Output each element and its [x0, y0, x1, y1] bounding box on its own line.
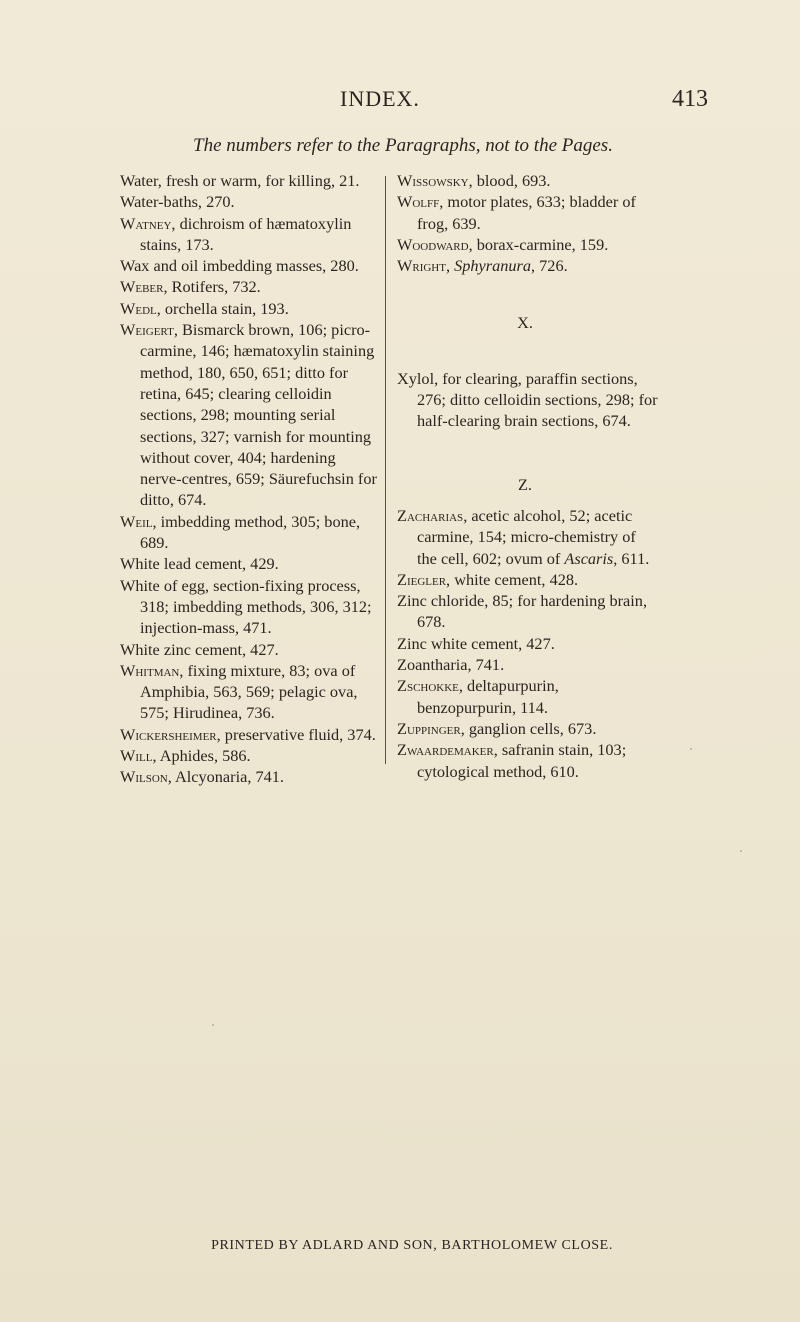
index-entry [397, 170, 659, 191]
index-entry [120, 553, 378, 574]
entry-text: , blood, 693. [468, 171, 551, 190]
entry-text: , white cement, 428. [446, 569, 579, 589]
index-entry [397, 633, 659, 654]
index-column-left [120, 170, 378, 788]
entry-text: White lead cement, 429. [120, 554, 279, 574]
running-title: INDEX. [340, 86, 420, 111]
entry-text: , borax-carmine, 159. [468, 234, 609, 254]
entry-text: , motor plates, 633; bladder of frog, 639. [417, 192, 636, 233]
index-entry [120, 745, 378, 766]
entry-text: , preservative fluid, 374. [216, 724, 376, 744]
index-entry [397, 654, 659, 675]
index-entry [120, 724, 378, 745]
page-number: 413 [672, 86, 708, 112]
z-entries [397, 505, 659, 782]
entry-text: , [445, 256, 455, 276]
entry-text: Xylol, for clearing, paraffin sections, 276; ditto celloidin sections, 298; for half-clearing brain sections, 674. [397, 368, 658, 431]
index-entry [120, 191, 378, 212]
entry-text-tail: , 611. [613, 548, 650, 568]
index-entry [120, 276, 378, 297]
index-entry [397, 739, 659, 782]
entry-text: Zinc chloride, 85; for hardening brain, 678. [397, 591, 648, 632]
section-heading-x: X. [517, 313, 533, 333]
entry-text: Zinc white cement, 427. [397, 633, 555, 653]
entry-text: Water, fresh or warm, for killing, 21. [120, 171, 360, 190]
entry-text: Water-baths, 270. [120, 192, 235, 212]
entry-author: Weber [120, 277, 164, 297]
index-entry [120, 511, 378, 554]
paper-speck [212, 1024, 214, 1026]
index-entry [120, 170, 378, 191]
entry-author: Wright [397, 256, 446, 276]
entry-text: , fixing mixture, 83; ova of Amphibia, 563, 569; pelagic ova, 575; Hirudinea, 736. [140, 660, 358, 723]
index-entry [120, 575, 378, 639]
index-entry [397, 590, 659, 633]
column-divider [385, 176, 386, 764]
index-entry [120, 298, 378, 319]
entry-author: Woodward [397, 234, 469, 254]
w-entries [397, 170, 659, 276]
entry-text: , acetic alcohol, 52; acetic carmine, 154; micro-chemistry of the cell, 602; ovum of [417, 505, 636, 568]
entry-italic-term: Ascaris [564, 548, 614, 568]
entry-text: , Bismarck brown, 106; picro-carmine, 146; hæmatoxylin staining method, 180, 650, 651; ditto for retina, 645; clearing celloidin sections, 298; mounting serial sections, 327; varnish for mounting without cover, 404; hardening nerve-centres, 659; Säurefuchsin for ditto, 674. [140, 320, 377, 510]
page-header [0, 86, 800, 116]
paper-speck [740, 850, 742, 852]
entry-author: Weigert [120, 320, 174, 340]
section-heading-z: Z. [517, 474, 532, 494]
index-entry [397, 718, 659, 739]
entry-text: , ganglion cells, 673. [460, 718, 597, 738]
index-entry [120, 319, 378, 511]
index-entry [397, 255, 659, 276]
index-entry [397, 505, 659, 569]
entry-author: Will [120, 746, 153, 766]
entry-author: Wissowsky [397, 171, 469, 190]
entry-text: , imbedding method, 305; bone, 689. [140, 511, 361, 553]
index-column-right [397, 170, 659, 782]
entry-text: , deltapurpurin, benzopurpurin, 114. [417, 676, 559, 717]
entry-text: , safranin stain, 103; cytological method, 610. [417, 740, 627, 781]
entry-author: Zacharias [397, 505, 464, 525]
index-note: The numbers refer to the Paragraphs, not to the Pages. [193, 135, 613, 156]
entry-author: Wickersheimer [120, 724, 217, 744]
entry-author: Wolff [397, 192, 440, 212]
entry-text: , orchella stain, 193. [156, 298, 289, 318]
paper-speck [690, 748, 692, 750]
entry-author: Zuppinger [397, 718, 461, 738]
index-entry [120, 213, 378, 256]
entry-text: Zoantharia, 741. [397, 655, 505, 675]
index-entry [397, 191, 659, 234]
entry-author: Zschokke [397, 676, 459, 696]
entry-author: Zwaardemaker [397, 740, 494, 760]
index-entry [120, 255, 378, 276]
entry-author: Watney [120, 213, 172, 233]
x-entries [397, 368, 659, 432]
entry-text: White zinc cement, 427. [120, 639, 279, 659]
entry-text: , Aphides, 586. [152, 746, 251, 766]
index-entry [120, 766, 378, 787]
entry-text: , Alcyonaria, 741. [167, 767, 284, 787]
entry-text: , dichroism of hæmatoxylin stains, 173. [140, 213, 352, 254]
entry-text: White of egg, section-fixing process, 318; imbedding methods, 306, 312; injection-mass, 471. [120, 575, 372, 638]
index-entry [397, 569, 659, 590]
entry-author: Whitman [120, 660, 180, 680]
index-entry [397, 675, 659, 718]
entry-text-tail: , 726. [531, 256, 568, 276]
entry-author: Wilson [120, 767, 168, 787]
entry-author: Ziegler [397, 569, 447, 589]
entry-author: Weil [120, 511, 153, 531]
index-entry [120, 660, 378, 724]
index-entry [397, 368, 659, 432]
entry-italic-term: Sphyranura [454, 256, 532, 276]
entry-author: Wedl [120, 298, 157, 318]
entry-text: , Rotifers, 732. [163, 277, 261, 297]
index-entry [120, 639, 378, 660]
index-entry [397, 234, 659, 255]
entry-text: Wax and oil imbedding masses, 280. [120, 256, 359, 276]
printer-imprint: PRINTED BY ADLARD AND SON, BARTHOLOMEW CLOSE. [211, 1238, 613, 1253]
